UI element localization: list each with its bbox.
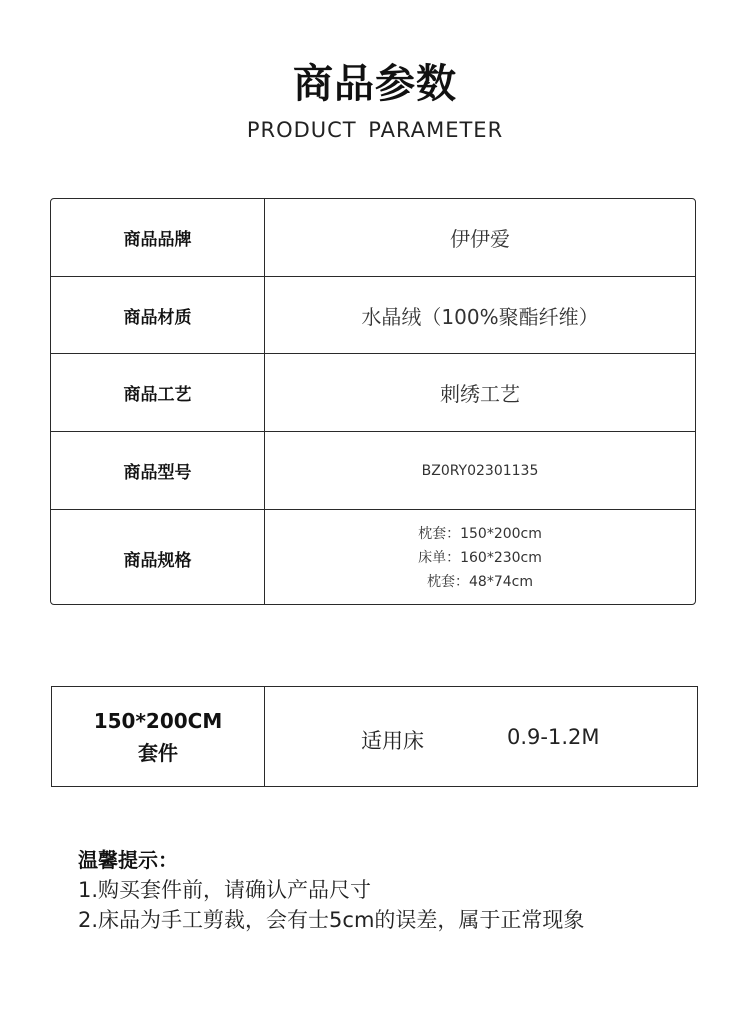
- param-label: 商品型号: [51, 432, 265, 509]
- param-value-list: [265, 510, 695, 605]
- param-value: 水晶绒（100%聚酯纤维）: [361, 304, 599, 329]
- spec-item: 枕套：150*200cm: [418, 526, 542, 542]
- param-value: 刺绣工艺: [440, 382, 520, 406]
- param-row-material: [51, 277, 695, 354]
- bed-range: 0.9-1.2M: [507, 725, 600, 749]
- product-parameter-table: [50, 198, 696, 605]
- param-label: 商品规格: [51, 510, 265, 605]
- tips-section: [78, 845, 718, 935]
- set-name: 套件: [138, 740, 178, 765]
- tips-title: 温馨提示：: [78, 848, 178, 872]
- set-size: 150*200CM: [93, 708, 223, 733]
- param-row-brand: [51, 199, 695, 277]
- param-label: 商品工艺: [51, 354, 265, 431]
- param-label: 商品材质: [51, 277, 265, 353]
- set-size-box: [51, 686, 698, 787]
- param-label: 商品品牌: [51, 199, 265, 276]
- set-bed-info: [265, 687, 697, 786]
- tip-line: 2.床品为手工剪裁，会有士5cm的误差，属于正常现象: [78, 908, 585, 932]
- bed-label: 适用床: [361, 729, 424, 753]
- param-row-spec: [51, 510, 695, 605]
- param-row-model: [51, 432, 695, 510]
- param-value: 伊伊爱: [450, 227, 510, 251]
- spec-item: 床单：160*230cm: [418, 550, 542, 566]
- spec-item: 枕套：48*74cm: [427, 574, 533, 590]
- tip-line: 1.购买套件前，请确认产品尺寸: [78, 878, 372, 902]
- param-value: BZ0RY02301135: [421, 462, 539, 479]
- page-title: 商品参数: [293, 61, 457, 107]
- param-row-craft: [51, 354, 695, 432]
- page-subtitle: PRODUCT PARAMETER: [246, 118, 504, 142]
- set-label: [52, 687, 265, 786]
